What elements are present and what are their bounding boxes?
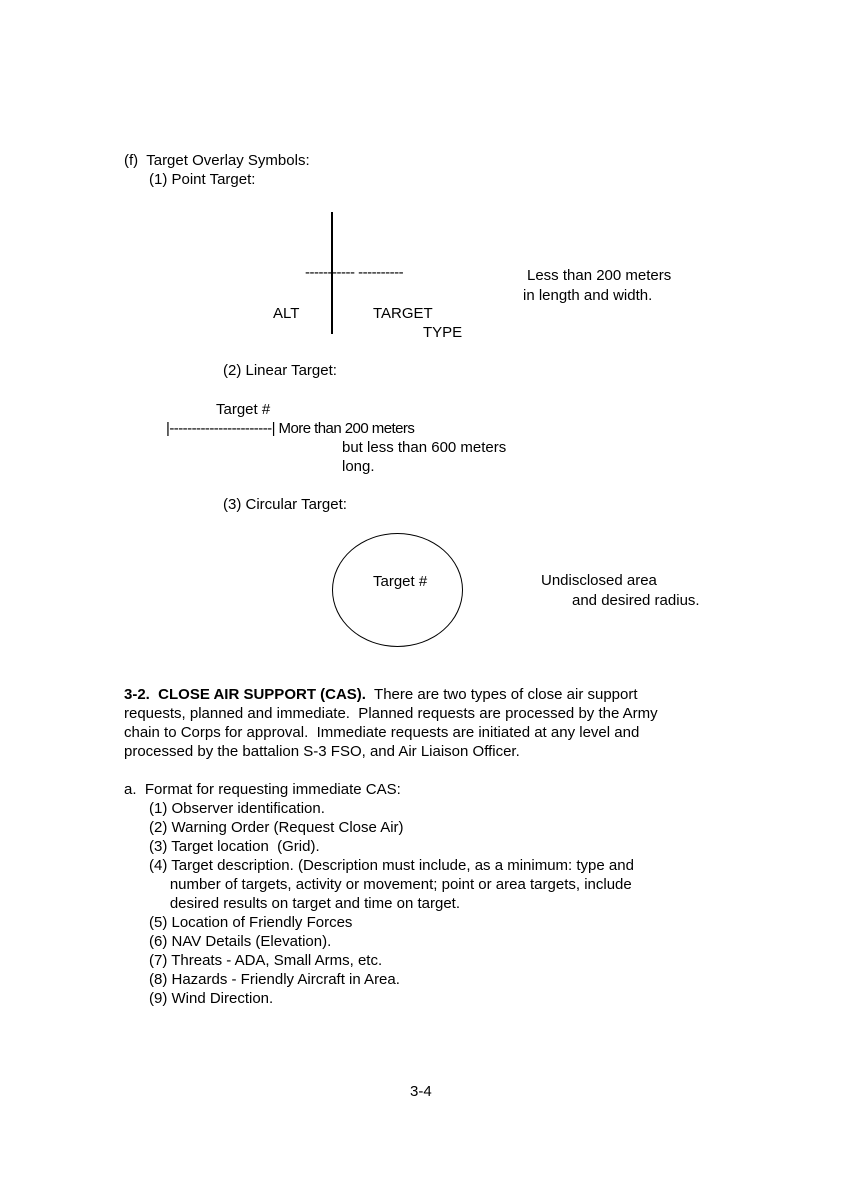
format-item-4-cont1: number of targets, activity or movement; point or area targets, include: [149, 876, 632, 893]
point-target-target: TARGET: [373, 305, 433, 322]
point-target-alt: ALT: [273, 305, 300, 322]
circular-target-desc-line2: and desired radius.: [572, 592, 700, 609]
format-item-1: (1) Observer identification.: [149, 800, 325, 817]
section-3-2-heading: 3-2. CLOSE AIR SUPPORT (CAS).: [124, 686, 366, 703]
linear-target-label: (2) Linear Target:: [223, 362, 337, 379]
format-item-8: (8) Hazards - Friendly Aircraft in Area.: [149, 971, 400, 988]
circular-target-number: Target #: [373, 573, 428, 590]
point-target-desc-line1: Less than 200 meters: [527, 267, 672, 284]
circular-target-label: (3) Circular Target:: [223, 496, 347, 513]
format-item-2: (2) Warning Order (Request Close Air): [149, 819, 404, 836]
format-item-9: (9) Wind Direction.: [149, 990, 274, 1007]
format-item-5: (5) Location of Friendly Forces: [149, 914, 353, 931]
point-target-desc-line2: in length and width.: [523, 287, 653, 304]
linear-target-desc-line3: long.: [342, 458, 375, 475]
section-3-2-line2: requests, planned and immediate. Planned requests are processed by the Army: [124, 705, 658, 722]
format-item-4: (4) Target description. (Description must include, as a minimum: type and: [149, 857, 634, 874]
section-3-2-line4: processed by the battalion S-3 FSO, and Air Liaison Officer.: [124, 743, 520, 760]
point-target-dashes: ----------- ----------: [305, 264, 404, 281]
section-f-heading: (f) Target Overlay Symbols:: [124, 152, 310, 169]
linear-target-desc-line2: but less than 600 meters: [342, 439, 507, 456]
format-item-7: (7) Threats - ADA, Small Arms, etc.: [149, 952, 383, 969]
point-target-type: TYPE: [423, 324, 463, 341]
circular-target-desc-line1: Undisclosed area: [541, 572, 657, 589]
point-target-label: (1) Point Target:: [149, 171, 256, 188]
page-number: 3-4: [410, 1083, 432, 1100]
linear-target-line: |-----------------------| More than 200 meters: [166, 420, 415, 437]
format-item-6: (6) NAV Details (Elevation).: [149, 933, 332, 950]
section-3-2-line3: chain to Corps for approval. Immediate requests are initiated at any level and: [124, 724, 640, 741]
section-3-2-line1-text: There are two types of close air support: [365, 686, 638, 703]
format-item-3: (3) Target location (Grid).: [149, 838, 320, 855]
format-heading: a. Format for requesting immediate CAS:: [124, 781, 401, 798]
linear-target-number: Target #: [216, 401, 271, 418]
section-3-2-line1: [124, 685, 638, 704]
format-item-4-cont2: desired results on target and time on target.: [149, 895, 461, 912]
